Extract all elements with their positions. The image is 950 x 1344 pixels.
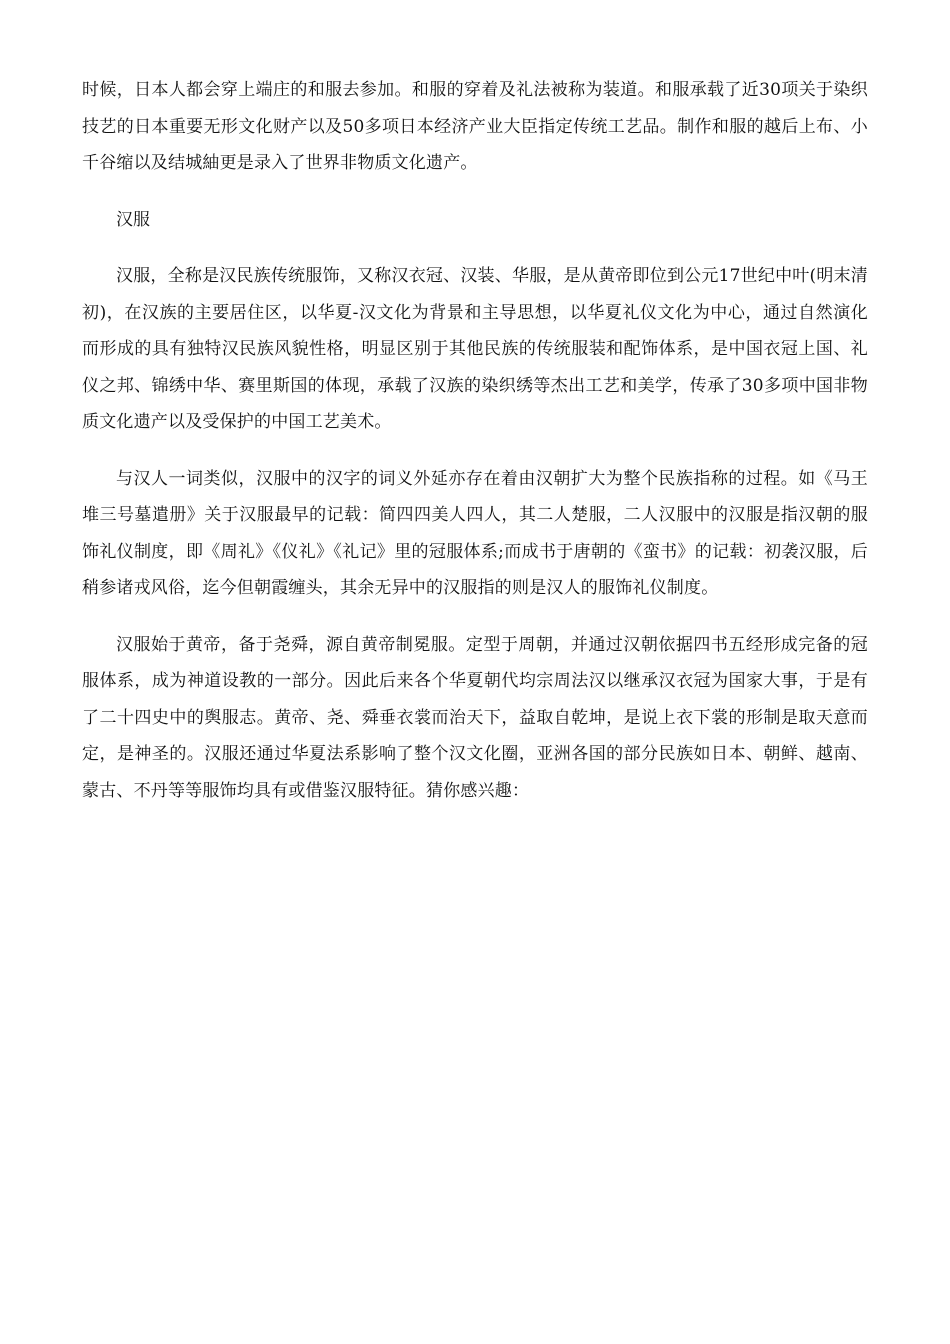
section-heading-hanfu: 汉服 [116,209,150,230]
paragraph-kimono-continuation: 时候，日本人都会穿上端庄的和服去参加。和服的穿着及礼法被称为装道。和服承载了近30项关于染织技艺的日本重要无形文化财产以及50多项日本经济产业大臣指定传统工艺品。制作和服的越后上布、小千谷缩以及结城紬更是录入了世界非物质文化遗产。 [82,80,868,173]
document-page [82,72,868,809]
paragraph-hanfu-definition: 汉服，全称是汉民族传统服饰，又称汉衣冠、汉装、华服，是从黄帝即位到公元17世纪中叶(明末清初)，在汉族的主要居住区，以华夏-汉文化为背景和主导思想，以华夏礼仪文化为中心，通过自然演化而形成的具有独特汉民族风貌性格，明显区别于其他民族的传统服装和配饰体系，是中国衣冠上国、礼仪之邦、锦绣中华、赛里斯国的体现，承载了汉族的染织绣等杰出工艺和美学，传承了30多项中国非物质文化遗产以及受保护的中国工艺美术。 [82,266,868,432]
paragraph-hanfu-origin: 汉服始于黄帝，备于尧舜，源自黄帝制冕服。定型于周朝，并通过汉朝依据四书五经形成完备的冠服体系，成为神道设教的一部分。因此后来各个华夏朝代均宗周法汉以继承汉衣冠为国家大事，于是有了二十四史中的舆服志。黄帝、尧、舜垂衣裳而治天下，益取自乾坤，是说上衣下裳的形制是取天意而定，是神圣的。汉服还通过华夏法系影响了整个汉文化圈，亚洲各国的部分民族如日本、朝鲜、越南、蒙古、不丹等等服饰均具有或借鉴汉服特征。猜你感兴趣： [82,634,868,801]
paragraph-hanfu-etymology: 与汉人一词类似，汉服中的汉字的词义外延亦存在着由汉朝扩大为整个民族指称的过程。如《马王堆三号墓遣册》关于汉服最早的记载：简四四美人四人，其二人楚服，二人汉服中的汉服是指汉朝的服饰礼仪制度，即《周礼》《仪礼》《礼记》里的冠服体系;而成书于唐朝的《蛮书》的记载：初袭汉服，后稍参诸戎风俗，迄今但朝霞缠头，其余无异中的汉服指的则是汉人的服饰礼仪制度。 [82,468,868,598]
